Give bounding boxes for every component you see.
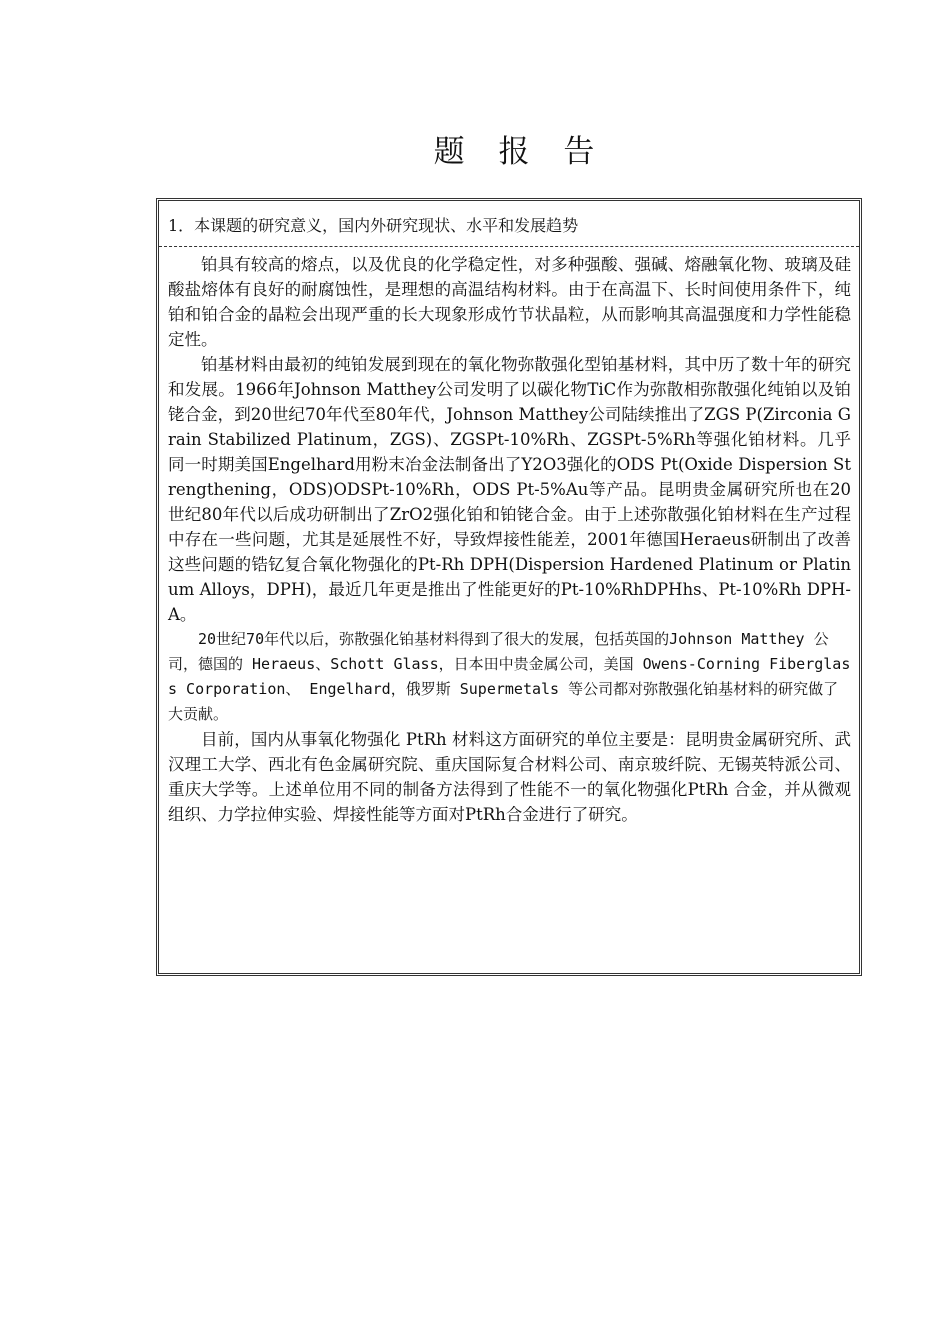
section-heading: 1．本课题的研究意义，国内外研究现状、水平和发展趋势 bbox=[159, 201, 859, 247]
paragraph-domestic-research: 目前，国内从事氧化物强化 PtRh 材料这方面研究的单位主要是：昆明贵金属研究所、武汉理工大学、西北有色金属研究院、重庆国际复合材料公司、南京玻纤院、无锡英特派公司、重庆大学等。上述单位用不同的制备方法得到了性能不一的氧化物强化PtRh 合金，并从微观组织、力学拉伸实验、焊接性能等方面对PtRh合金进行了研究。 bbox=[168, 730, 851, 824]
paragraph-international-companies: 20世纪70年代以后，弥散强化铂基材料得到了很大的发展，包括英国的Johnson Matthey 公司，德国的 Heraeus、Schott Glass，日本田中贵金属公司，美国 Owens-Corning Fiberglass Corporation、 Engelhard，俄罗斯 Supermetals 等公司都对弥散强化铂基材料的研究做了大贡献。 bbox=[168, 630, 851, 723]
page-title: 题 报 告 bbox=[433, 134, 607, 170]
paragraph-platinum-development: 铂基材料由最初的纯铂发展到现在的氧化物弥散强化型铂基材料，其中历了数十年的研究和发展。1966年Johnson Matthey公司发明了以碳化物TiC作为弥散相弥散强化纯铂以及铂铑合金，到20世纪70年代至80年代，Johnson Matthey公司陆续推出了ZGS P(Zirconia Grain Stabilized Platinum，ZGS)、ZGSPt-10%Rh、ZGSPt-5%Rh等强化铂材料。几乎同一时期美国Engelhard用粉末冶金法制备出了Y2O3强化的ODS Pt(Oxide Dispersion Strengthening，ODS)ODSPt-10%Rh，ODS Pt-5%Au等产品。昆明贵金属研究所也在20世纪80年代以后成功研制出了ZrO2强化铂和铂铑合金。由于上述弥散强化铂材料在生产过程中存在一些问题，尤其是延展性不好，导致焊接性能差，2001年德国Heraeus研制出了改善这些问题的锆钇复合氧化物强化的Pt-Rh DPH(Dispersion Hardened Platinum or Platinum Alloys，DPH)，最近几年更是推出了性能更好的Pt-10%RhDPHhs、Pt-10%Rh DPH-A。 bbox=[168, 355, 851, 624]
report-table bbox=[156, 198, 862, 976]
paragraph-platinum-properties: 铂具有较高的熔点，以及优良的化学稳定性，对多种强酸、强碱、熔融氧化物、玻璃及硅酸盐熔体有良好的耐腐蚀性，是理想的高温结构材料。由于在高温下、长时间使用条件下，纯铂和铂合金的晶粒会出现严重的长大现象形成竹节状晶粒，从而影响其高温强度和力学性能稳定性。 bbox=[168, 255, 851, 349]
section-body bbox=[159, 247, 859, 827]
